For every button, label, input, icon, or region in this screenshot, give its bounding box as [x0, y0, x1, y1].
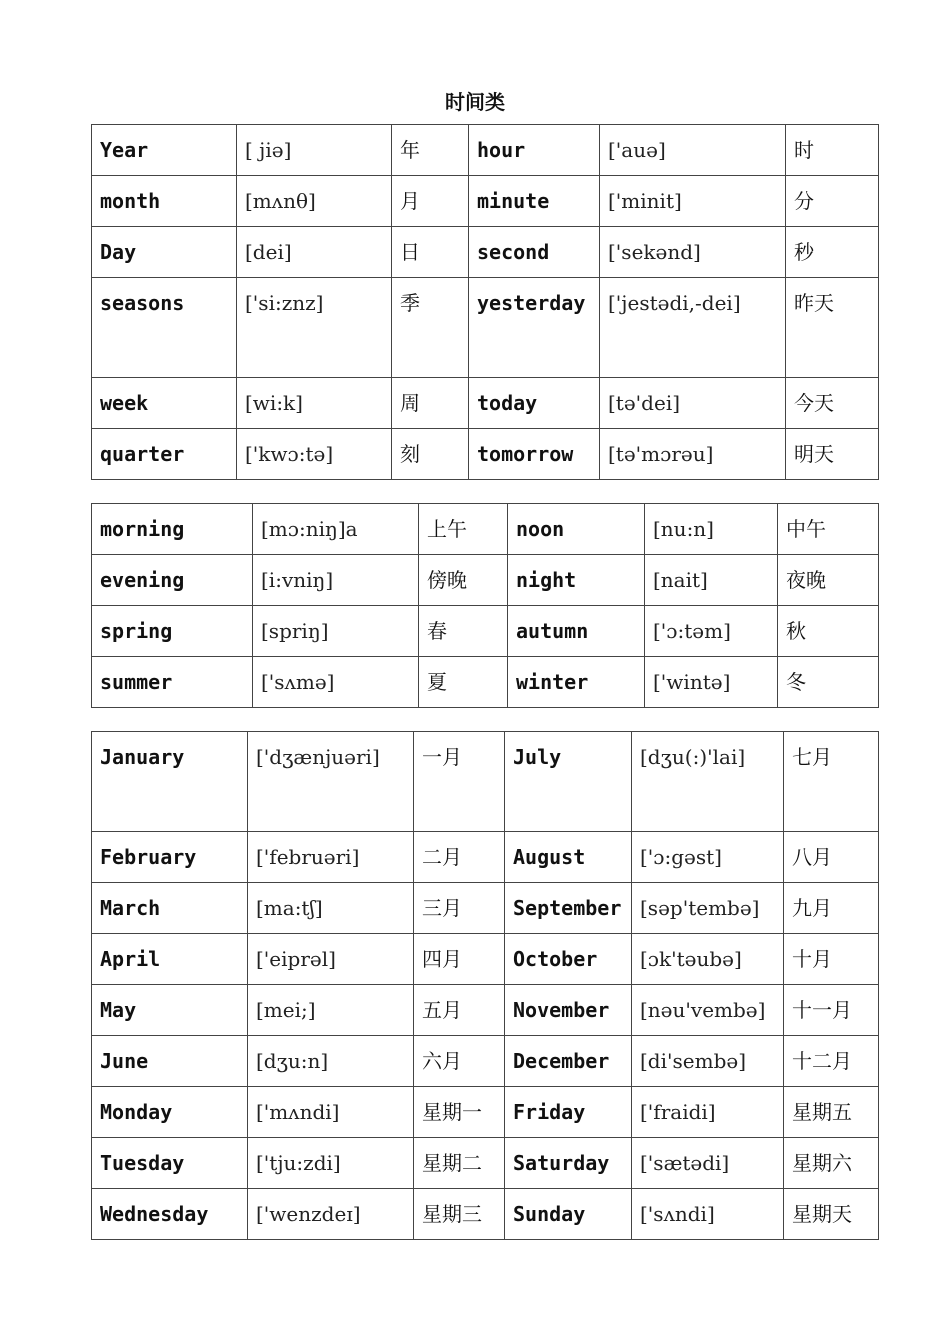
table-row	[92, 429, 879, 480]
chinese-cell: 昨天	[786, 278, 879, 378]
chinese-cell: 星期二	[414, 1138, 505, 1189]
table-row	[92, 1087, 879, 1138]
word-cell: week	[92, 378, 237, 429]
word-cell: summer	[92, 657, 253, 708]
table-row	[92, 176, 879, 227]
chinese-cell: 星期五	[784, 1087, 879, 1138]
table-row	[92, 934, 879, 985]
phonetic-cell: [mʌnθ]	[237, 176, 392, 227]
word-cell: Tuesday	[92, 1138, 248, 1189]
word-cell: September	[505, 883, 632, 934]
chinese-cell: 冬	[778, 657, 879, 708]
phonetic-cell: [tə'mɔrəu]	[600, 429, 786, 480]
word-cell: yesterday	[469, 278, 600, 378]
phonetic-cell: [ɔk'təubə]	[632, 934, 784, 985]
phonetic-cell: [nait]	[645, 555, 778, 606]
table-row	[92, 1036, 879, 1087]
phonetic-cell: ['sʌmə]	[253, 657, 419, 708]
chinese-cell: 今天	[786, 378, 879, 429]
chinese-cell: 时	[786, 125, 879, 176]
phonetic-cell: ['mʌndi]	[248, 1087, 414, 1138]
chinese-cell: 一月	[414, 732, 505, 832]
day-parts-seasons-table	[91, 503, 879, 708]
table-row	[92, 832, 879, 883]
chinese-cell: 二月	[414, 832, 505, 883]
phonetic-cell: ['si:znz]	[237, 278, 392, 378]
phonetic-cell: [mei;]	[248, 985, 414, 1036]
table-row	[92, 227, 879, 278]
phonetic-cell: ['eiprəl]	[248, 934, 414, 985]
word-cell: April	[92, 934, 248, 985]
table-row	[92, 1189, 879, 1240]
chinese-cell: 分	[786, 176, 879, 227]
chinese-cell: 刻	[392, 429, 469, 480]
phonetic-cell: [nəu'vembə]	[632, 985, 784, 1036]
word-cell: month	[92, 176, 237, 227]
word-cell: Day	[92, 227, 237, 278]
table-row	[92, 606, 879, 657]
word-cell: quarter	[92, 429, 237, 480]
word-cell: Monday	[92, 1087, 248, 1138]
chinese-cell: 星期一	[414, 1087, 505, 1138]
word-cell: hour	[469, 125, 600, 176]
chinese-cell: 星期六	[784, 1138, 879, 1189]
phonetic-cell: ['tju:zdi]	[248, 1138, 414, 1189]
phonetic-cell: ['kwɔ:tə]	[237, 429, 392, 480]
phonetic-cell: [di'sembə]	[632, 1036, 784, 1087]
word-cell: December	[505, 1036, 632, 1087]
phonetic-cell: [spriŋ]	[253, 606, 419, 657]
phonetic-cell: ['jestədi,-dei]	[600, 278, 786, 378]
phonetic-cell: ['sʌndi]	[632, 1189, 784, 1240]
chinese-cell: 十二月	[784, 1036, 879, 1087]
word-cell: Saturday	[505, 1138, 632, 1189]
phonetic-cell: [mɔ:niŋ]a	[253, 504, 419, 555]
chinese-cell: 九月	[784, 883, 879, 934]
phonetic-cell: [dʒu:n]	[248, 1036, 414, 1087]
phonetic-cell: [wi:k]	[237, 378, 392, 429]
phonetic-cell: [səp'tembə]	[632, 883, 784, 934]
chinese-cell: 周	[392, 378, 469, 429]
phonetic-cell: ['ɔ:təm]	[645, 606, 778, 657]
table-row	[92, 555, 879, 606]
word-cell: seasons	[92, 278, 237, 378]
word-cell: October	[505, 934, 632, 985]
word-cell: Sunday	[505, 1189, 632, 1240]
months-weekdays-table	[91, 731, 879, 1240]
chinese-cell: 明天	[786, 429, 879, 480]
word-cell: Wednesday	[92, 1189, 248, 1240]
word-cell: spring	[92, 606, 253, 657]
word-cell: February	[92, 832, 248, 883]
table-row	[92, 883, 879, 934]
phonetic-cell: ['ɔ:gəst]	[632, 832, 784, 883]
chinese-cell: 七月	[784, 732, 879, 832]
phonetic-cell: ['auə]	[600, 125, 786, 176]
chinese-cell: 十月	[784, 934, 879, 985]
chinese-cell: 星期天	[784, 1189, 879, 1240]
word-cell: July	[505, 732, 632, 832]
phonetic-cell: ['sekənd]	[600, 227, 786, 278]
table-row	[92, 278, 879, 378]
word-cell: Year	[92, 125, 237, 176]
word-cell: noon	[508, 504, 645, 555]
chinese-cell: 夜晚	[778, 555, 879, 606]
chinese-cell: 春	[419, 606, 508, 657]
chinese-cell: 三月	[414, 883, 505, 934]
phonetic-cell: ['wintə]	[645, 657, 778, 708]
phonetic-cell: ['sætədi]	[632, 1138, 784, 1189]
table-row	[92, 657, 879, 708]
chinese-cell: 四月	[414, 934, 505, 985]
chinese-cell: 季	[392, 278, 469, 378]
word-cell: Friday	[505, 1087, 632, 1138]
phonetic-cell: [dʒu(:)'lai]	[632, 732, 784, 832]
word-cell: November	[505, 985, 632, 1036]
table-row	[92, 732, 879, 832]
word-cell: morning	[92, 504, 253, 555]
word-cell: January	[92, 732, 248, 832]
word-cell: autumn	[508, 606, 645, 657]
phonetic-cell: ['dʒænjuəri]	[248, 732, 414, 832]
phonetic-cell: [i:vniŋ]	[253, 555, 419, 606]
chinese-cell: 上午	[419, 504, 508, 555]
word-cell: June	[92, 1036, 248, 1087]
time-units-table	[91, 124, 879, 480]
chinese-cell: 夏	[419, 657, 508, 708]
phonetic-cell: ['februəri]	[248, 832, 414, 883]
chinese-cell: 五月	[414, 985, 505, 1036]
word-cell: night	[508, 555, 645, 606]
word-cell: March	[92, 883, 248, 934]
phonetic-cell: [ma:tʃ]	[248, 883, 414, 934]
chinese-cell: 秒	[786, 227, 879, 278]
word-cell: August	[505, 832, 632, 883]
chinese-cell: 星期三	[414, 1189, 505, 1240]
phonetic-cell: ['fraidi]	[632, 1087, 784, 1138]
phonetic-cell: ['wenzdeɪ]	[248, 1189, 414, 1240]
chinese-cell: 秋	[778, 606, 879, 657]
chinese-cell: 八月	[784, 832, 879, 883]
phonetic-cell: ['minit]	[600, 176, 786, 227]
chinese-cell: 十一月	[784, 985, 879, 1036]
word-cell: tomorrow	[469, 429, 600, 480]
chinese-cell: 年	[392, 125, 469, 176]
word-cell: second	[469, 227, 600, 278]
chinese-cell: 日	[392, 227, 469, 278]
page-title: 时间类	[445, 90, 505, 114]
chinese-cell: 中午	[778, 504, 879, 555]
phonetic-cell: [tə'dei]	[600, 378, 786, 429]
table-row	[92, 378, 879, 429]
word-cell: May	[92, 985, 248, 1036]
word-cell: minute	[469, 176, 600, 227]
table-row	[92, 504, 879, 555]
phonetic-cell: [dei]	[237, 227, 392, 278]
word-cell: evening	[92, 555, 253, 606]
chinese-cell: 月	[392, 176, 469, 227]
word-cell: today	[469, 378, 600, 429]
table-row	[92, 125, 879, 176]
phonetic-cell: [ jiə]	[237, 125, 392, 176]
word-cell: winter	[508, 657, 645, 708]
phonetic-cell: [nu:n]	[645, 504, 778, 555]
table-row	[92, 1138, 879, 1189]
chinese-cell: 傍晚	[419, 555, 508, 606]
chinese-cell: 六月	[414, 1036, 505, 1087]
table-row	[92, 985, 879, 1036]
